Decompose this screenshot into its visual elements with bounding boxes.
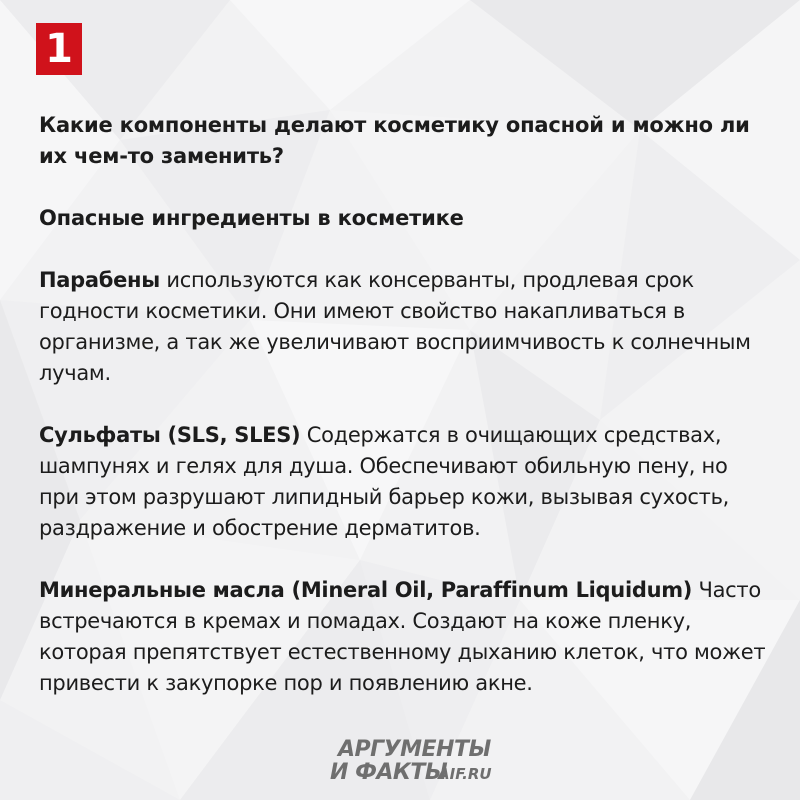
paragraph-parabens — [39, 265, 769, 389]
logo-line1: АРГУМЕНТЫ — [338, 737, 491, 762]
paragraph-sulfates-text: Содержатся в очищающих средствах, шампунях и гелях для душа. Обеспечивают обильную пену, но при этом разрушают липидный барьер кожи, вызывая сухость, раздражение и обострение дерматитов. — [39, 423, 730, 540]
logo-line2: И ФАКТЫ — [330, 760, 448, 785]
article-body — [39, 110, 769, 699]
article-question: Какие компоненты делают косметику опасной и можно ли их чем-то заменить? — [39, 113, 750, 168]
paragraph-sulfates-term: Сульфаты (SLS, SLES) — [39, 423, 301, 447]
page-number-badge: 1 — [36, 23, 82, 75]
aif-logo — [330, 737, 518, 788]
paragraph-sulfates — [39, 420, 769, 544]
paragraph-mineral-oils-text: Часто встречаются в кремах и помадах. Создают на коже пленку, которая препятствует естественному дыханию клеток, что может привести к закупорке пор и появлению акне. — [39, 578, 766, 695]
paragraph-mineral-oils-term: Минеральные масла (Mineral Oil, Paraffinum Liquidum) — [39, 578, 693, 602]
paragraph-parabens-term: Парабены — [39, 268, 160, 292]
paragraph-parabens-text: используются как консерванты, продлевая срок годности косметики. Они имеют свойство накапливаться в организме, а так же увеличивают восприимчивость к солнечным лучам. — [39, 268, 751, 385]
logo-site: AIF.RU — [438, 765, 492, 783]
section-title: Опасные ингредиенты в косметике — [39, 206, 464, 230]
paragraph-mineral-oils — [39, 575, 769, 699]
